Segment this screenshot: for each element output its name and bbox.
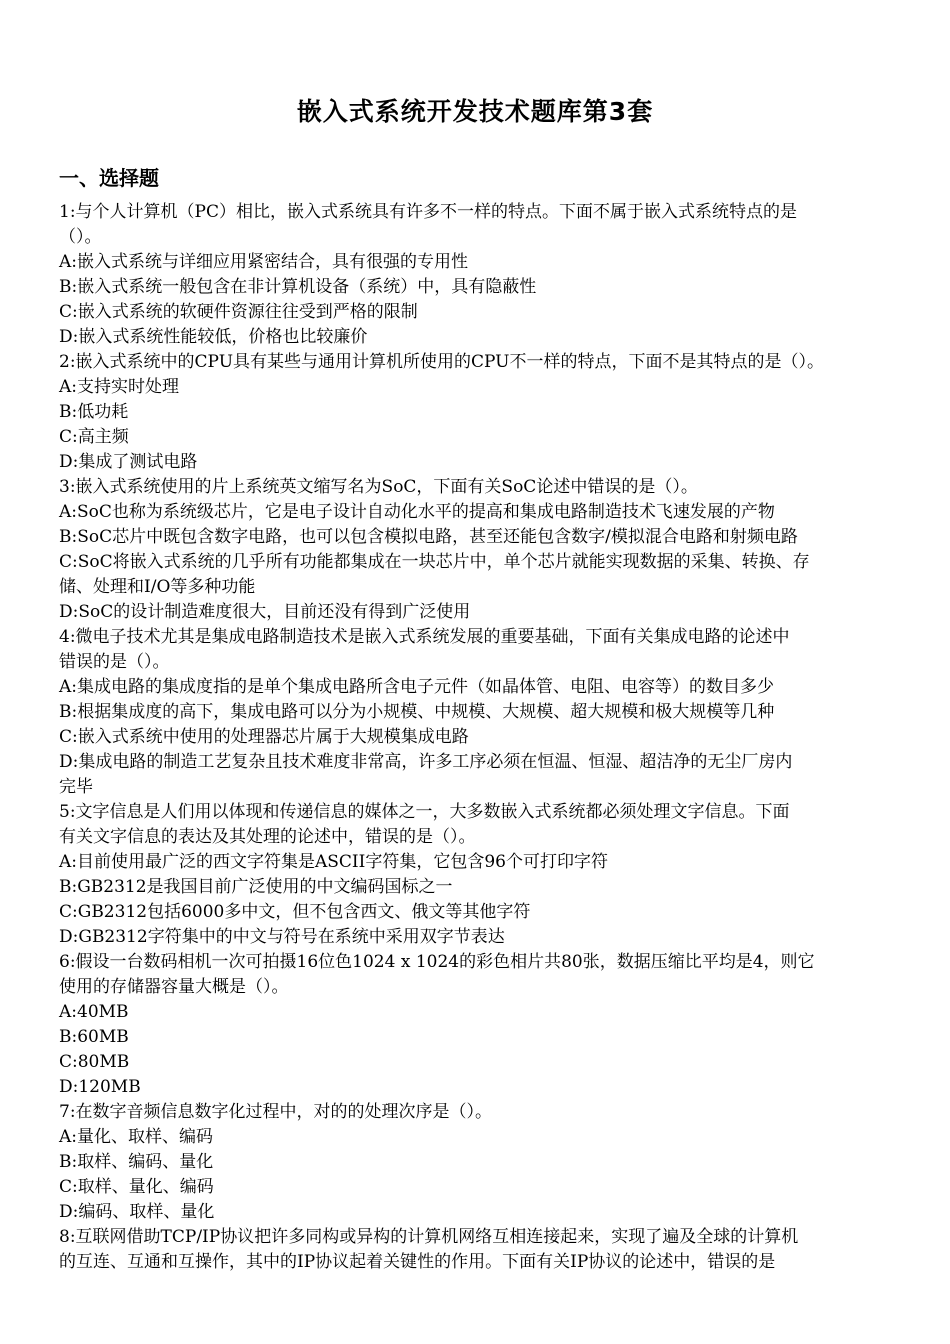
text-line: 4:微电子技术尤其是集成电路制造技术是嵌入式系统发展的重要基础，下面有关集成电路的论述中: [59, 627, 790, 647]
text-line: A:目前使用最广泛的西文字符集是ASCII字符集，它包含96个可打印字符: [59, 852, 608, 872]
text-line: 使用的存储器容量大概是（）。: [59, 977, 289, 997]
text-line: B:SoC芯片中既包含数字电路，也可以包含模拟电路，甚至还能包含数字/模拟混合电路和射频电路: [59, 527, 798, 547]
text-line: C:高主频: [59, 427, 129, 447]
section-heading: 一、选择题: [59, 166, 159, 190]
text-line: C:SoC将嵌入式系统的几乎所有功能都集成在一块芯片中，单个芯片就能实现数据的采集、转换、存: [59, 552, 810, 572]
document-title: 嵌入式系统开发技术题库第3套: [296, 97, 654, 126]
text-line: B:嵌入式系统一般包含在非计算机设备（系统）中，具有隐蔽性: [59, 277, 537, 297]
text-line: A:集成电路的集成度指的是单个集成电路所含电子元件（如晶体管、电阻、电容等）的数目多少: [59, 677, 775, 697]
text-line: D:编码、取样、量化: [59, 1202, 215, 1222]
text-line: （）。: [59, 227, 102, 247]
text-line: C:80MB: [59, 1052, 130, 1072]
text-line: A:嵌入式系统与详细应用紧密结合，具有很强的专用性: [59, 252, 469, 272]
text-line: D:GB2312字符集中的中文与符号在系统中采用双字节表达: [59, 927, 505, 947]
text-line: B:根据集成度的高下，集成电路可以分为小规模、中规模、大规模、超大规模和极大规模等几种: [59, 702, 775, 722]
text-line: D:120MB: [59, 1077, 141, 1097]
text-line: A:40MB: [59, 1002, 129, 1022]
text-line: D:集成电路的制造工艺复杂且技术难度非常高，许多工序必须在恒温、恒湿、超洁净的无尘厂房内: [59, 752, 793, 772]
text-line: D:集成了测试电路: [59, 452, 198, 472]
text-line: B:60MB: [59, 1027, 129, 1047]
text-line: B:取样、编码、量化: [59, 1152, 214, 1172]
text-line: 错误的是（）。: [59, 652, 170, 672]
text-line: D:嵌入式系统性能较低，价格也比较廉价: [59, 327, 368, 347]
text-line: C:嵌入式系统的软硬件资源往往受到严格的限制: [59, 302, 418, 322]
text-line: 8:互联网借助TCP/IP协议把许多同构或异构的计算机网络互相连接起来，实现了遍及全球的计算机: [59, 1227, 799, 1247]
text-line: 2:嵌入式系统中的CPU具有某些与通用计算机所使用的CPU不一样的特点，下面不是其特点的是（）。: [59, 352, 824, 372]
text-line: 3:嵌入式系统使用的片上系统英文缩写名为SoC，下面有关SoC论述中错误的是（）。: [59, 477, 698, 497]
text-line: C:取样、量化、编码: [59, 1177, 214, 1197]
text-line: 6:假设一台数码相机一次可拍摄16位色1024 x 1024的彩色相片共80张，数据压缩比平均是4，则它: [59, 952, 815, 972]
text-line: A:量化、取样、编码: [59, 1127, 214, 1147]
text-line: C:嵌入式系统中使用的处理器芯片属于大规模集成电路: [59, 727, 469, 747]
text-line: C:GB2312包括6000多中文，但不包含西文、俄文等其他字符: [59, 902, 531, 922]
text-line: 7:在数字音频信息数字化过程中，对的的处理次序是（）。: [59, 1102, 493, 1122]
text-line: 完毕: [59, 777, 93, 797]
text-line: 有关文字信息的表达及其处理的论述中，错误的是（）。: [59, 827, 476, 847]
text-line: 5:文字信息是人们用以体现和传递信息的媒体之一，大多数嵌入式系统都必须处理文字信息。下面: [59, 802, 790, 822]
text-line: 的互连、互通和互操作，其中的IP协议起着关键性的作用。下面有关IP协议的论述中，错误的是: [59, 1252, 776, 1272]
text-line: 1:与个人计算机（PC）相比，嵌入式系统具有许多不一样的特点。下面不属于嵌入式系统特点的是: [59, 202, 797, 222]
text-line: D:SoC的设计制造难度很大，目前还没有得到广泛使用: [59, 602, 471, 622]
text-line: A:SoC也称为系统级芯片，它是电子设计自动化水平的提高和集成电路制造技术飞速发展的产物: [59, 502, 775, 522]
text-line: A:支持实时处理: [59, 377, 180, 397]
document-body: [59, 200, 899, 1275]
text-line: B:GB2312是我国目前广泛使用的中文编码国标之一: [59, 877, 453, 897]
text-line: B:低功耗: [59, 402, 129, 422]
text-line: 储、处理和I/O等多种功能: [59, 577, 256, 597]
